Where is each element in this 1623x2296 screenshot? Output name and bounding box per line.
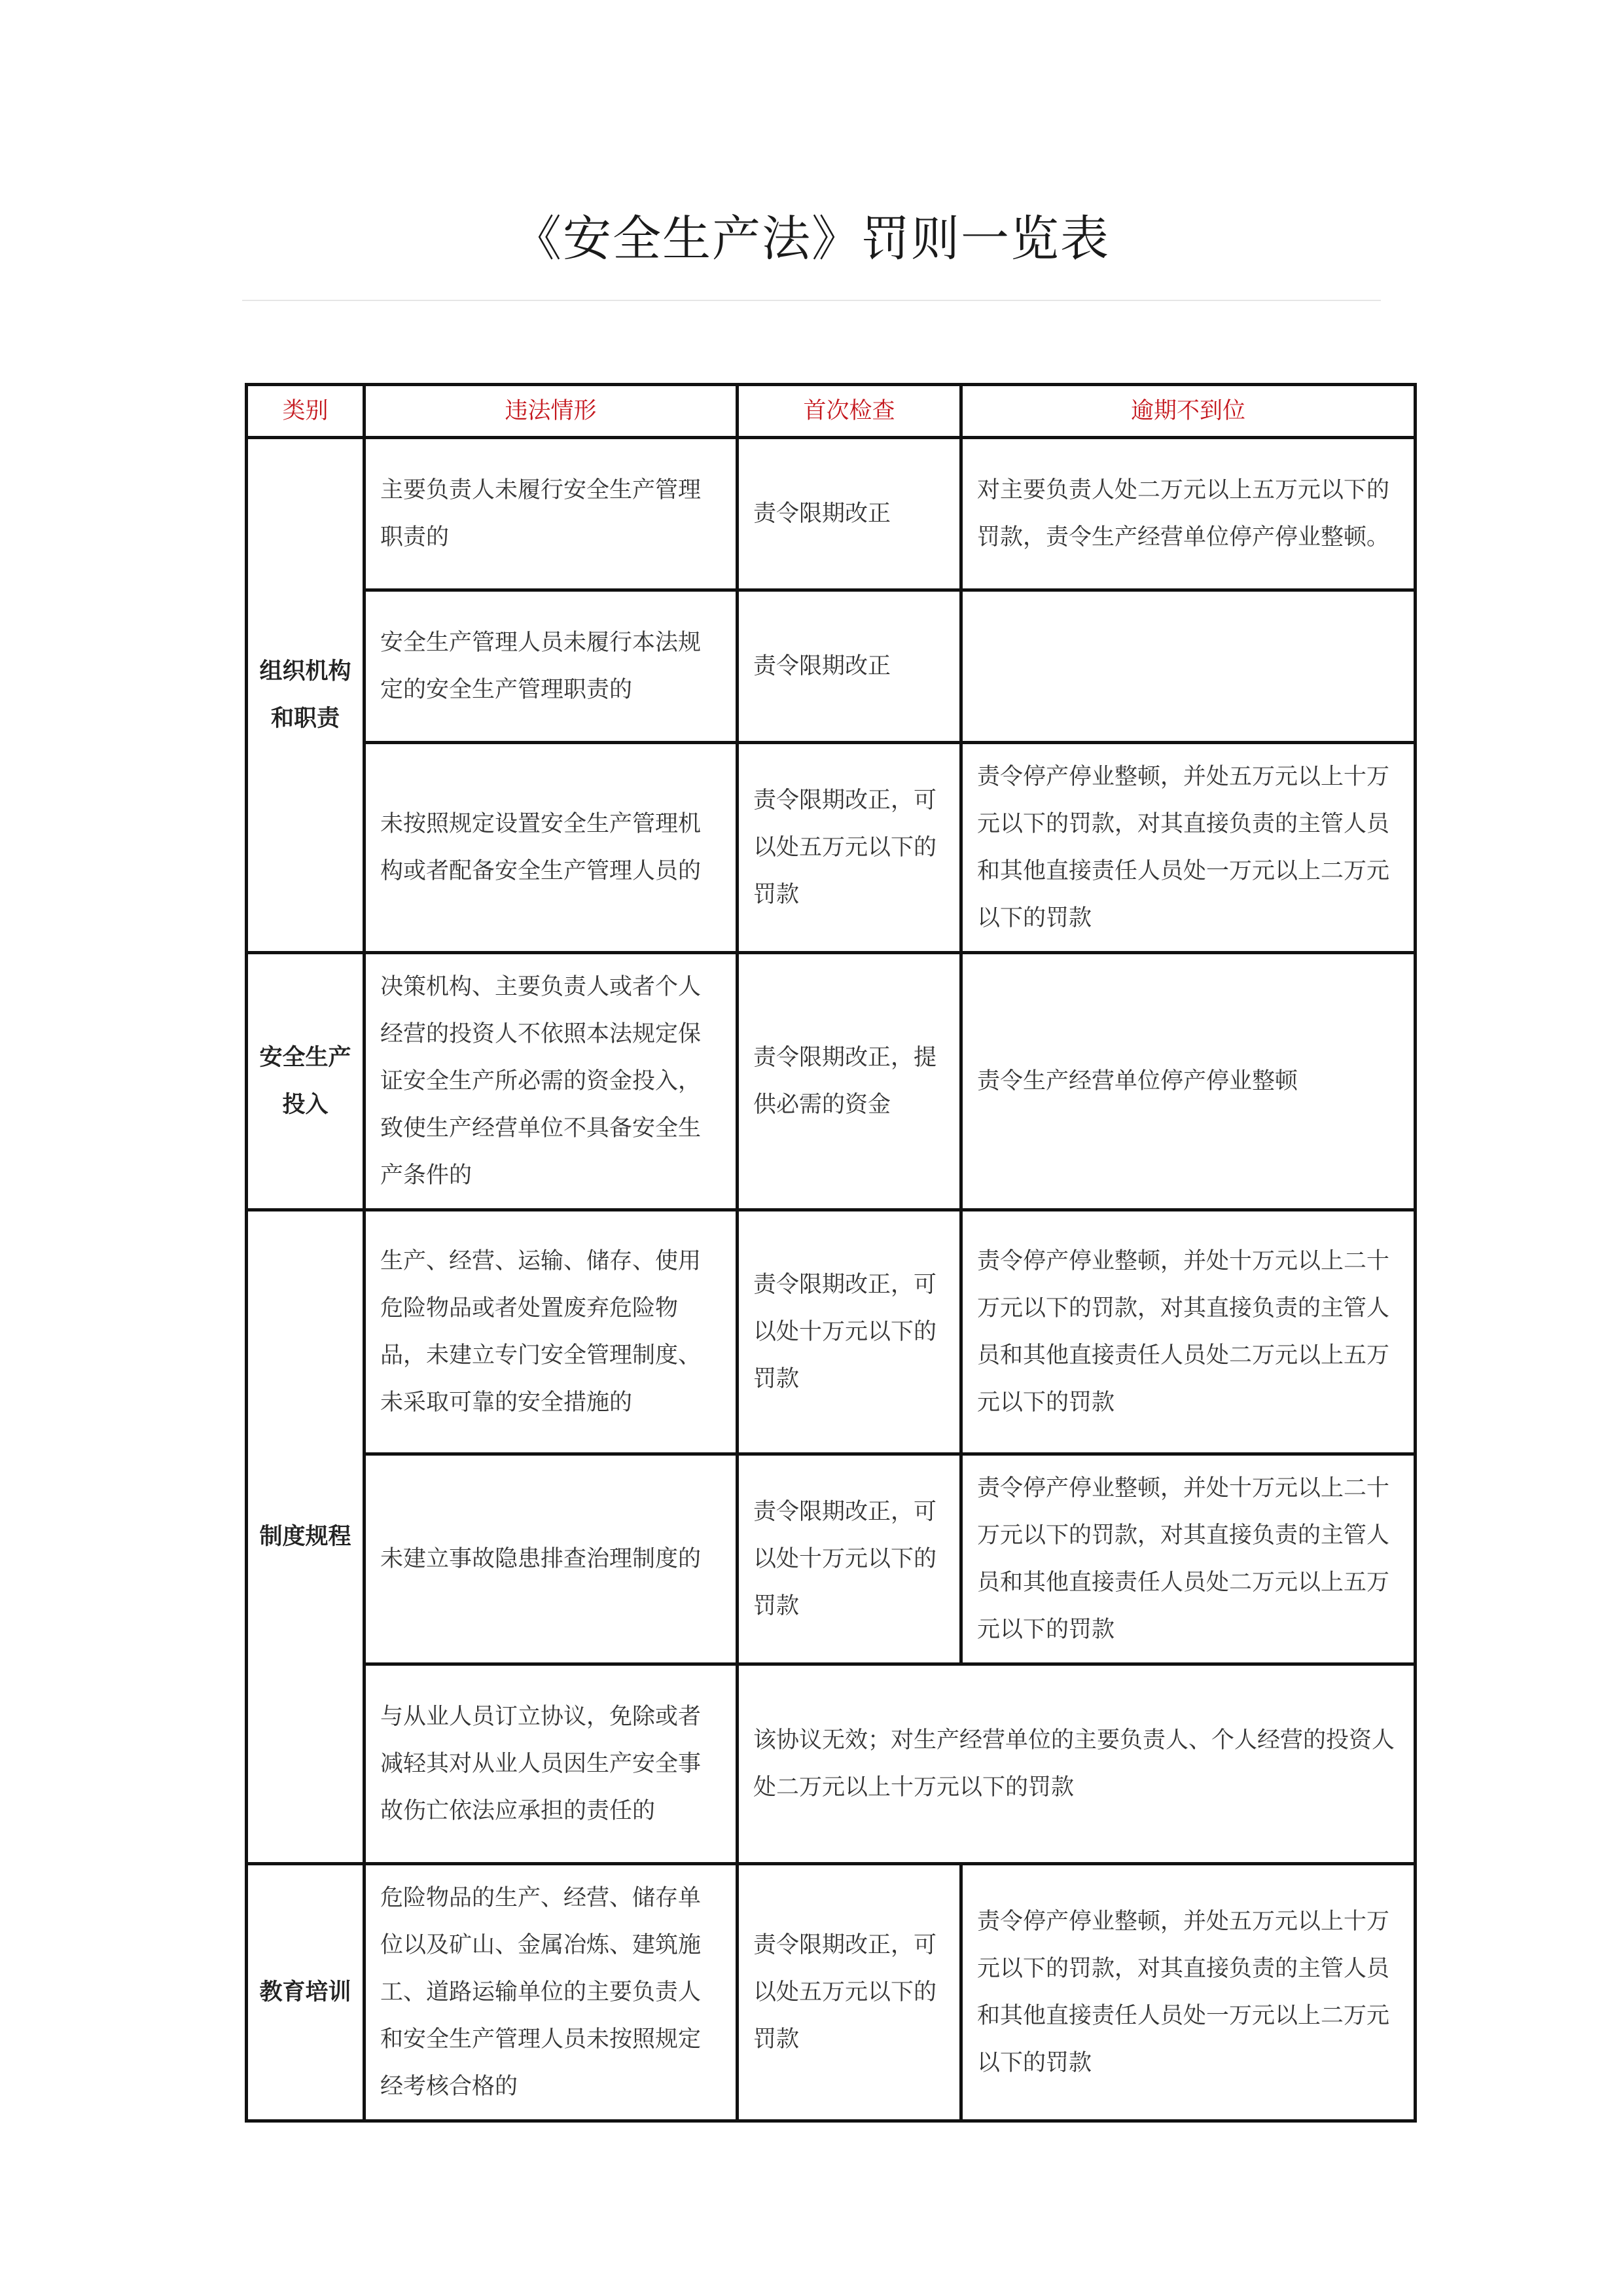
first-check-cell: 责令限期改正: [738, 438, 961, 590]
first-check-cell: 责令限期改正，可以处十万元以下的罚款: [738, 1210, 961, 1454]
violation-cell: 安全生产管理人员未履行本法规定的安全生产管理职责的: [365, 590, 738, 743]
violation-cell: 未建立事故隐患排查治理制度的: [365, 1454, 738, 1664]
header-overdue: 逾期不到位: [961, 385, 1416, 438]
table-row: [247, 953, 1416, 1210]
violation-cell: 未按照规定设置安全生产管理机构或者配备安全生产管理人员的: [365, 743, 738, 953]
first-check-cell: 责令限期改正，提供必需的资金: [738, 953, 961, 1210]
overdue-cell: 责令停产停业整顿，并处五万元以上十万元以下的罚款，对其直接负责的主管人员和其他直接责任人员处一万元以上二万元以下的罚款: [961, 1864, 1416, 2121]
violation-cell: 危险物品的生产、经营、储存单位以及矿山、金属冶炼、建筑施工、道路运输单位的主要负责人和安全生产管理人员未按照规定经考核合格的: [365, 1864, 738, 2121]
violation-cell: 主要负责人未履行安全生产管理职责的: [365, 438, 738, 590]
overdue-cell: 责令停产停业整顿，并处十万元以上二十万元以下的罚款，对其直接负责的主管人员和其他直接责任人员处二万元以上五万元以下的罚款: [961, 1210, 1416, 1454]
table-row: [247, 1210, 1416, 1454]
header-category: 类别: [247, 385, 365, 438]
table-row: [247, 1664, 1416, 1864]
violation-cell: 与从业人员订立协议，免除或者减轻其对从业人员因生产安全事故伤亡依法应承担的责任的: [365, 1664, 738, 1864]
merged-penalty-cell: 该协议无效；对生产经营单位的主要负责人、个人经营的投资人处二万元以上十万元以下的罚款: [738, 1664, 1416, 1864]
header-violation: 违法情形: [365, 385, 738, 438]
table-row: [247, 438, 1416, 590]
category-cell-education: 教育培训: [247, 1864, 365, 2121]
table-row: [247, 1864, 1416, 2121]
first-check-cell: 责令限期改正: [738, 590, 961, 743]
overdue-cell: 责令生产经营单位停产停业整顿: [961, 953, 1416, 1210]
violation-cell: 决策机构、主要负责人或者个人经营的投资人不依照本法规定保证安全生产所必需的资金投入，致使生产经营单位不具备安全生产条件的: [365, 953, 738, 1210]
table-header-row: [247, 385, 1416, 438]
overdue-cell: [961, 590, 1416, 743]
title-divider: [242, 300, 1381, 301]
violation-cell: 生产、经营、运输、储存、使用危险物品或者处置废弃危险物品，未建立专门安全管理制度、未采取可靠的安全措施的: [365, 1210, 738, 1454]
page-title: 《安全生产法》罚则一览表: [513, 211, 1110, 267]
table-row: [247, 590, 1416, 743]
category-cell-org: 组织机构和职责: [247, 438, 365, 953]
first-check-cell: 责令限期改正，可以处五万元以下的罚款: [738, 1864, 961, 2121]
first-check-cell: 责令限期改正，可以处十万元以下的罚款: [738, 1454, 961, 1664]
table-row: [247, 1454, 1416, 1664]
first-check-cell: 责令限期改正，可以处五万元以下的罚款: [738, 743, 961, 953]
table-row: [247, 743, 1416, 953]
overdue-cell: 责令停产停业整顿，并处五万元以上十万元以下的罚款，对其直接负责的主管人员和其他直接责任人员处一万元以上二万元以下的罚款: [961, 743, 1416, 953]
header-first-check: 首次检查: [738, 385, 961, 438]
overdue-cell: 责令停产停业整顿，并处十万元以上二十万元以下的罚款，对其直接负责的主管人员和其他直接责任人员处二万元以上五万元以下的罚款: [961, 1454, 1416, 1664]
category-cell-system: 制度规程: [247, 1210, 365, 1864]
category-cell-investment: 安全生产投入: [247, 953, 365, 1210]
penalty-table: [245, 383, 1417, 2123]
overdue-cell: 对主要负责人处二万元以上五万元以下的罚款，责令生产经营单位停产停业整顿。: [961, 438, 1416, 590]
